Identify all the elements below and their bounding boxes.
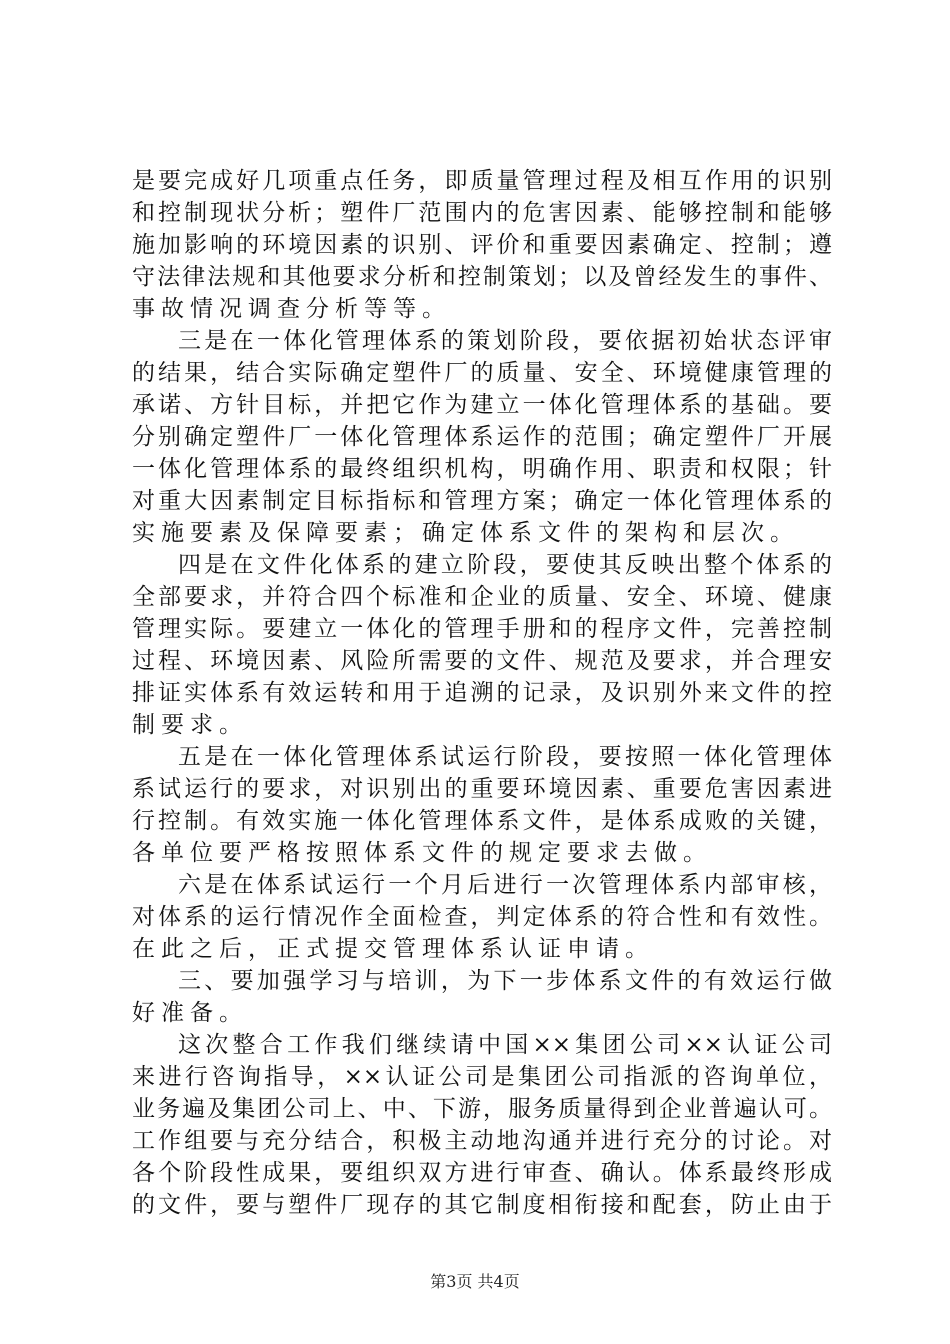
text-line: 施加影响的环境因素的识别、评价和重要因素确定、控制；遵	[132, 232, 832, 258]
text-line: 三、要加强学习与培训，为下一步体系文件的有效运行做	[178, 968, 832, 994]
text-line: 一体化管理体系的最终组织机构，明确作用、职责和权限；针	[132, 456, 832, 482]
text-line: 守法律法规和其他要求分析和控制策划；以及曾经发生的事件、	[132, 264, 832, 290]
text-line: 事故情况调查分析等等。	[132, 296, 451, 322]
text-line: 来进行咨询指导，××认证公司是集团公司指派的咨询单位，	[132, 1064, 832, 1090]
text-line: 全部要求，并符合四个标准和企业的质量、安全、环境、健康	[132, 584, 832, 610]
text-line: 业务遍及集团公司上、中、下游，服务质量得到企业普遍认可。	[132, 1096, 832, 1122]
text-line: 承诺、方针目标，并把它作为建立一体化管理体系的基础。要	[132, 392, 832, 418]
text-line: 五是在一体化管理体系试运行阶段，要按照一体化管理体	[178, 744, 832, 770]
text-line: 好准备。	[132, 1000, 248, 1026]
text-line: 六是在体系试运行一个月后进行一次管理体系内部审核，	[178, 872, 832, 898]
text-line: 对体系的运行情况作全面检查，判定体系的符合性和有效性。	[132, 904, 832, 930]
text-line: 过程、环境因素、风险所需要的文件、规范及要求，并合理安	[132, 648, 832, 674]
page-footer: 第3页 共4页	[430, 1272, 520, 1291]
text-line: 分别确定塑件厂一体化管理体系运作的范围；确定塑件厂开展	[132, 424, 832, 450]
text-line: 管理实际。要建立一体化的管理手册和的程序文件，完善控制	[132, 616, 832, 642]
text-line: 系试运行的要求，对识别出的重要环境因素、重要危害因素进	[132, 776, 832, 802]
text-line: 四是在文件化体系的建立阶段，要使其反映出整个体系的	[178, 552, 832, 578]
text-line: 和控制现状分析；塑件厂范围内的危害因素、能够控制和能够	[132, 200, 832, 226]
document-body	[132, 165, 832, 1221]
text-line: 是要完成好几项重点任务，即质量管理过程及相互作用的识别	[132, 168, 832, 194]
text-line: 各个阶段性成果，要组织双方进行审查、确认。体系最终形成	[132, 1160, 832, 1186]
text-line: 对重大因素制定目标指标和管理方案；确定一体化管理体系的	[132, 488, 832, 514]
text-line: 三是在一体化管理体系的策划阶段，要依据初始状态评审	[178, 328, 832, 354]
text-line: 各单位要严格按照体系文件的规定要求去做。	[132, 840, 712, 866]
text-line: 的结果，结合实际确定塑件厂的质量、安全、环境健康管理的	[132, 360, 832, 386]
text-line: 制要求。	[132, 712, 248, 738]
text-line: 实施要素及保障要素；确定体系文件的架构和层次。	[132, 520, 799, 546]
text-line: 这次整合工作我们继续请中国××集团公司××认证公司	[178, 1032, 832, 1058]
text-line: 在此之后，正式提交管理体系认证申请。	[132, 936, 654, 962]
text-line: 行控制。有效实施一体化管理体系文件，是体系成败的关键，	[132, 808, 832, 834]
text-line: 排证实体系有效运转和用于追溯的记录，及识别外来文件的控	[132, 680, 832, 706]
text-line: 的文件，要与塑件厂现存的其它制度相衔接和配套，防止由于	[132, 1192, 832, 1218]
text-line: 工作组要与充分结合，积极主动地沟通并进行充分的讨论。对	[132, 1128, 832, 1154]
